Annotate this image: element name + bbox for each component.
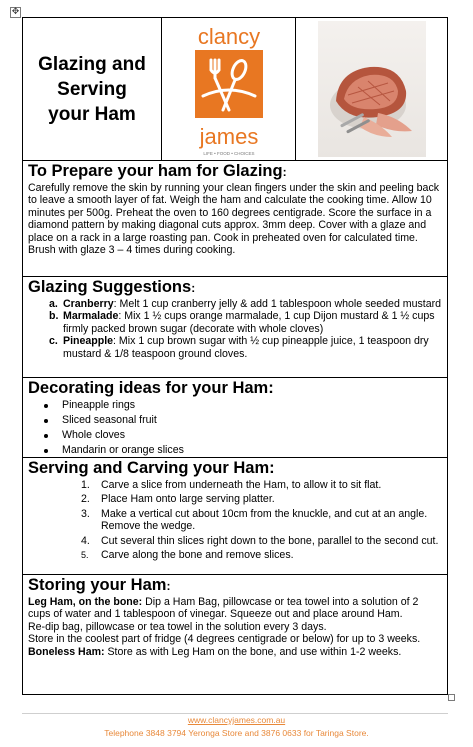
list-marker: 4. <box>81 534 90 547</box>
prepare-heading-text: To Prepare your ham for Glazing <box>28 162 283 180</box>
list-marker: 2. <box>81 493 90 506</box>
storing-leg-lead: Leg Ham, on the bone: <box>28 596 143 608</box>
footer-divider <box>22 713 448 714</box>
glazing-heading-text: Glazing Suggestions <box>28 278 192 296</box>
glazing-item-name: Pineapple <box>63 335 114 348</box>
photo-cell <box>296 18 447 160</box>
footer-website-link[interactable]: www.clancyjames.com.au <box>187 715 286 725</box>
glazing-heading <box>28 278 442 298</box>
storing-boneless-ham <box>28 646 442 658</box>
glazing-heading-colon: : <box>191 281 196 295</box>
glazing-item-name: Marmalade <box>63 310 119 323</box>
serving-heading: Serving and Carving your Ham: <box>28 459 275 477</box>
prepare-heading <box>28 162 442 182</box>
glazing-item-pineapple <box>49 335 442 360</box>
header-row <box>23 18 447 161</box>
brand-bottom-text: james <box>199 124 258 149</box>
glazing-section <box>23 277 447 378</box>
title-line-1: Glazing and <box>38 53 146 75</box>
prepare-body: Carefully remove the skin by running your clean fingers under the skin and peeling back to leave a smooth layer of fat. Weigh the ham and calculate the cooking time. Allow 10 minutes per 500g. Preheat the oven to 160 degrees centigrade. Score the surface in a diamond pattern by making diagonal cuts approx. 3mm deep. Cover with a glaze and place on a rack in a large roasting pan. Cook in preheated oven for calculated time. Brush with glaze 3 – 4 times during cooking. <box>28 182 440 257</box>
list-marker: 1. <box>81 479 90 491</box>
storing-heading-colon: : <box>166 579 171 593</box>
step-text: Carve a slice from underneath the Ham, to allow it to sit flat. <box>101 479 382 491</box>
list-item: Mandarin or orange slices <box>42 443 442 458</box>
storing-boneless-text: Store as with Leg Ham on the bone, and use within 1-2 weeks. <box>104 645 402 658</box>
decorating-heading: Decorating ideas for your Ham: <box>28 379 274 397</box>
glazing-item-cranberry <box>49 298 442 310</box>
storing-section <box>23 575 447 694</box>
list-item <box>81 479 442 491</box>
glazing-list <box>28 298 442 360</box>
glazing-item-marmalade <box>49 310 442 335</box>
list-item <box>81 535 442 547</box>
list-item <box>81 508 442 533</box>
step-text: Carve along the bone and remove slices. <box>101 549 294 562</box>
ham-photo <box>318 21 426 157</box>
list-item <box>81 493 442 505</box>
step-text: Cut several thin slices right down to the bone, parallel to the second cut. <box>101 534 439 547</box>
serving-section <box>23 458 447 575</box>
glazing-item-name: Cranberry <box>63 298 114 310</box>
list-marker: b. <box>49 310 59 323</box>
footer-phone-text: Telephone 3848 3794 Yeronga Store and 3876 0633 for Taringa Store. <box>104 728 369 738</box>
decorating-section <box>23 378 447 458</box>
table-resize-handle[interactable] <box>448 694 455 701</box>
brand-top-text: clancy <box>197 24 260 49</box>
storing-heading-text: Storing your Ham <box>28 576 167 594</box>
clancy-james-logo <box>193 20 265 158</box>
list-item: Sliced seasonal fruit <box>42 413 442 428</box>
glazing-item-text: : Melt 1 cup cranberry jelly & add 1 tablespoon whole seeded mustard <box>113 298 442 310</box>
list-marker: a. <box>49 298 58 310</box>
prepare-heading-colon: : <box>282 165 287 179</box>
step-text: Make a vertical cut about 10cm from the knuckle, and cut at an angle. Remove the wedge. <box>101 507 428 533</box>
decorating-list <box>28 398 442 458</box>
recipe-table <box>22 17 448 695</box>
title-cell <box>23 18 162 160</box>
list-item <box>81 549 442 561</box>
list-marker: 3. <box>81 507 90 520</box>
title-line-3: your Ham <box>48 103 136 125</box>
storing-fridge: Store in the coolest part of fridge (4 degrees centigrade or below) for up to 3 weeks. <box>28 633 421 646</box>
list-marker: 5. <box>81 550 89 561</box>
glazing-item-text: : Mix 1 cup brown sugar with ½ cup pineapple juice, 1 teaspoon dry mustard & 1/8 teaspoon ground cloves. <box>63 335 429 360</box>
logo-cell <box>162 18 296 160</box>
brand-tagline-text: LIFE • FOOD • CHOICES <box>202 151 255 156</box>
list-marker: c. <box>49 335 58 348</box>
list-item: Whole cloves <box>42 428 442 443</box>
storing-leg-text: Dip a Ham Bag, pillowcase or tea towel into a solution of 2 cups of water and 1 tablespoon of vinegar. Squeeze out and place around Ham. <box>28 596 419 621</box>
storing-boneless-lead: Boneless Ham: <box>28 645 105 658</box>
document-title <box>38 52 146 127</box>
glazing-item-text: : Mix 1 ½ cups orange marmalade, 1 cup Dijon mustard & 1 ½ cups firmly packed brown sugar (decorate with whole cloves) <box>63 310 435 335</box>
ham-photo-icon <box>318 21 426 157</box>
prepare-section <box>23 161 447 277</box>
title-line-2: Serving <box>57 78 127 100</box>
storing-redip: Re-dip bag, pillowcase or tea towel in the solution every 3 days. <box>28 620 327 633</box>
serving-steps <box>28 479 442 561</box>
storing-heading <box>28 576 442 596</box>
storing-leg-ham <box>28 596 442 621</box>
table-move-handle[interactable]: ✥ <box>11 7 20 17</box>
step-text: Place Ham onto large serving platter. <box>101 493 275 506</box>
list-item: Pineapple rings <box>42 398 442 413</box>
